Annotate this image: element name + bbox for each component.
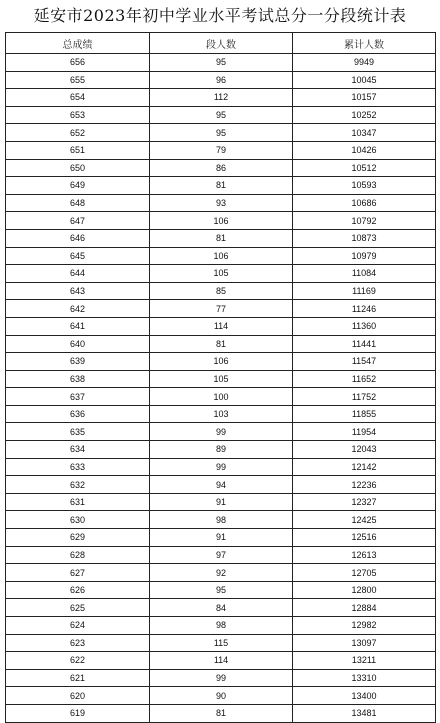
table-row — [6, 617, 436, 635]
cell-total-score: 630 — [6, 511, 150, 529]
cell-cumulative-count: 10792 — [293, 212, 436, 230]
cell-total-score: 650 — [6, 159, 150, 177]
cell-total-score: 641 — [6, 317, 150, 335]
cell-segment-count: 92 — [150, 564, 293, 582]
cell-segment-count: 77 — [150, 300, 293, 318]
cell-cumulative-count: 12800 — [293, 581, 436, 599]
table-body — [6, 54, 436, 723]
cell-segment-count: 99 — [150, 669, 293, 687]
cell-cumulative-count: 11441 — [293, 335, 436, 353]
table-row — [6, 441, 436, 459]
cell-segment-count: 91 — [150, 493, 293, 511]
table-row — [6, 159, 436, 177]
table-row — [6, 300, 436, 318]
table-row — [6, 669, 436, 687]
table-row — [6, 265, 436, 283]
cell-segment-count: 100 — [150, 388, 293, 406]
table-row — [6, 476, 436, 494]
table-row — [6, 247, 436, 265]
cell-segment-count: 81 — [150, 229, 293, 247]
cell-total-score: 629 — [6, 529, 150, 547]
cell-total-score: 619 — [6, 704, 150, 722]
cell-segment-count: 84 — [150, 599, 293, 617]
table-row — [6, 124, 436, 142]
cell-segment-count: 114 — [150, 652, 293, 670]
table-row — [6, 71, 436, 89]
cell-segment-count: 98 — [150, 617, 293, 635]
cell-cumulative-count: 11855 — [293, 405, 436, 423]
cell-cumulative-count: 12236 — [293, 476, 436, 494]
cell-total-score: 627 — [6, 564, 150, 582]
cell-total-score: 631 — [6, 493, 150, 511]
cell-cumulative-count: 10426 — [293, 141, 436, 159]
cell-cumulative-count: 13481 — [293, 704, 436, 722]
cell-cumulative-count: 12982 — [293, 617, 436, 635]
cell-total-score: 638 — [6, 370, 150, 388]
cell-cumulative-count: 10873 — [293, 229, 436, 247]
table-row — [6, 335, 436, 353]
cell-segment-count: 106 — [150, 247, 293, 265]
cell-cumulative-count: 10347 — [293, 124, 436, 142]
cell-cumulative-count: 11169 — [293, 282, 436, 300]
cell-total-score: 632 — [6, 476, 150, 494]
cell-total-score: 640 — [6, 335, 150, 353]
cell-cumulative-count: 13097 — [293, 634, 436, 652]
cell-cumulative-count: 12884 — [293, 599, 436, 617]
cell-total-score: 634 — [6, 441, 150, 459]
cell-segment-count: 105 — [150, 265, 293, 283]
table-row — [6, 212, 436, 230]
cell-cumulative-count: 12516 — [293, 529, 436, 547]
cell-segment-count: 94 — [150, 476, 293, 494]
cell-total-score: 636 — [6, 405, 150, 423]
table-row — [6, 599, 436, 617]
table-row — [6, 370, 436, 388]
table-row — [6, 177, 436, 195]
cell-segment-count: 99 — [150, 423, 293, 441]
score-distribution-table — [5, 32, 436, 723]
cell-segment-count: 79 — [150, 141, 293, 159]
cell-total-score: 622 — [6, 652, 150, 670]
cell-total-score: 625 — [6, 599, 150, 617]
table-row — [6, 194, 436, 212]
table-row — [6, 564, 436, 582]
table-row — [6, 388, 436, 406]
cell-segment-count: 89 — [150, 441, 293, 459]
cell-cumulative-count: 10045 — [293, 71, 436, 89]
cell-total-score: 654 — [6, 89, 150, 107]
table-row — [6, 511, 436, 529]
cell-segment-count: 98 — [150, 511, 293, 529]
cell-cumulative-count: 13310 — [293, 669, 436, 687]
cell-cumulative-count: 11652 — [293, 370, 436, 388]
cell-total-score: 621 — [6, 669, 150, 687]
table-row — [6, 141, 436, 159]
cell-segment-count: 86 — [150, 159, 293, 177]
cell-segment-count: 112 — [150, 89, 293, 107]
header-segment-count: 段人数 — [150, 33, 293, 54]
cell-segment-count: 114 — [150, 317, 293, 335]
cell-total-score: 626 — [6, 581, 150, 599]
cell-segment-count: 106 — [150, 353, 293, 371]
table-header-row — [6, 33, 436, 54]
page-title: 延安市2023年初中学业水平考试总分一分段统计表 — [33, 6, 407, 25]
cell-cumulative-count: 11954 — [293, 423, 436, 441]
table-row — [6, 353, 436, 371]
cell-total-score: 644 — [6, 265, 150, 283]
cell-segment-count: 90 — [150, 687, 293, 705]
cell-total-score: 645 — [6, 247, 150, 265]
cell-segment-count: 99 — [150, 458, 293, 476]
cell-segment-count: 97 — [150, 546, 293, 564]
cell-segment-count: 95 — [150, 124, 293, 142]
table-row — [6, 106, 436, 124]
cell-cumulative-count: 10593 — [293, 177, 436, 195]
cell-segment-count: 96 — [150, 71, 293, 89]
table-row — [6, 704, 436, 722]
cell-segment-count: 106 — [150, 212, 293, 230]
cell-cumulative-count: 13400 — [293, 687, 436, 705]
cell-total-score: 633 — [6, 458, 150, 476]
cell-cumulative-count: 11360 — [293, 317, 436, 335]
table-row — [6, 581, 436, 599]
cell-total-score: 628 — [6, 546, 150, 564]
cell-total-score: 647 — [6, 212, 150, 230]
cell-total-score: 635 — [6, 423, 150, 441]
cell-segment-count: 91 — [150, 529, 293, 547]
table-row — [6, 493, 436, 511]
cell-cumulative-count: 13211 — [293, 652, 436, 670]
cell-cumulative-count: 10157 — [293, 89, 436, 107]
table-row — [6, 687, 436, 705]
header-total-score: 总成绩 — [6, 33, 150, 54]
cell-cumulative-count: 9949 — [293, 54, 436, 72]
table-row — [6, 405, 436, 423]
table-row — [6, 423, 436, 441]
table-row — [6, 652, 436, 670]
cell-total-score: 643 — [6, 282, 150, 300]
table-row — [6, 282, 436, 300]
cell-total-score: 642 — [6, 300, 150, 318]
cell-cumulative-count: 12142 — [293, 458, 436, 476]
cell-segment-count: 81 — [150, 335, 293, 353]
cell-cumulative-count: 12705 — [293, 564, 436, 582]
cell-segment-count: 95 — [150, 581, 293, 599]
cell-cumulative-count: 10512 — [293, 159, 436, 177]
cell-cumulative-count: 12043 — [293, 441, 436, 459]
cell-cumulative-count: 11752 — [293, 388, 436, 406]
cell-total-score: 620 — [6, 687, 150, 705]
cell-cumulative-count: 11246 — [293, 300, 436, 318]
cell-total-score: 651 — [6, 141, 150, 159]
header-cumulative-count: 累计人数 — [293, 33, 436, 54]
table-row — [6, 546, 436, 564]
cell-total-score: 652 — [6, 124, 150, 142]
cell-segment-count: 95 — [150, 54, 293, 72]
table-row — [6, 89, 436, 107]
cell-total-score: 623 — [6, 634, 150, 652]
cell-cumulative-count: 10252 — [293, 106, 436, 124]
cell-cumulative-count: 12613 — [293, 546, 436, 564]
cell-total-score: 656 — [6, 54, 150, 72]
table-row — [6, 634, 436, 652]
cell-total-score: 624 — [6, 617, 150, 635]
cell-segment-count: 95 — [150, 106, 293, 124]
cell-segment-count: 85 — [150, 282, 293, 300]
cell-total-score: 637 — [6, 388, 150, 406]
cell-segment-count: 115 — [150, 634, 293, 652]
cell-cumulative-count: 11084 — [293, 265, 436, 283]
cell-segment-count: 103 — [150, 405, 293, 423]
cell-segment-count: 81 — [150, 177, 293, 195]
table-row — [6, 529, 436, 547]
cell-total-score: 653 — [6, 106, 150, 124]
cell-cumulative-count: 10979 — [293, 247, 436, 265]
cell-total-score: 649 — [6, 177, 150, 195]
cell-segment-count: 81 — [150, 704, 293, 722]
table-row — [6, 458, 436, 476]
cell-segment-count: 93 — [150, 194, 293, 212]
table-row — [6, 54, 436, 72]
table-row — [6, 317, 436, 335]
cell-cumulative-count: 10686 — [293, 194, 436, 212]
table-row — [6, 229, 436, 247]
cell-segment-count: 105 — [150, 370, 293, 388]
cell-cumulative-count: 12425 — [293, 511, 436, 529]
cell-total-score: 655 — [6, 71, 150, 89]
cell-cumulative-count: 12327 — [293, 493, 436, 511]
cell-cumulative-count: 11547 — [293, 353, 436, 371]
cell-total-score: 646 — [6, 229, 150, 247]
cell-total-score: 648 — [6, 194, 150, 212]
cell-total-score: 639 — [6, 353, 150, 371]
